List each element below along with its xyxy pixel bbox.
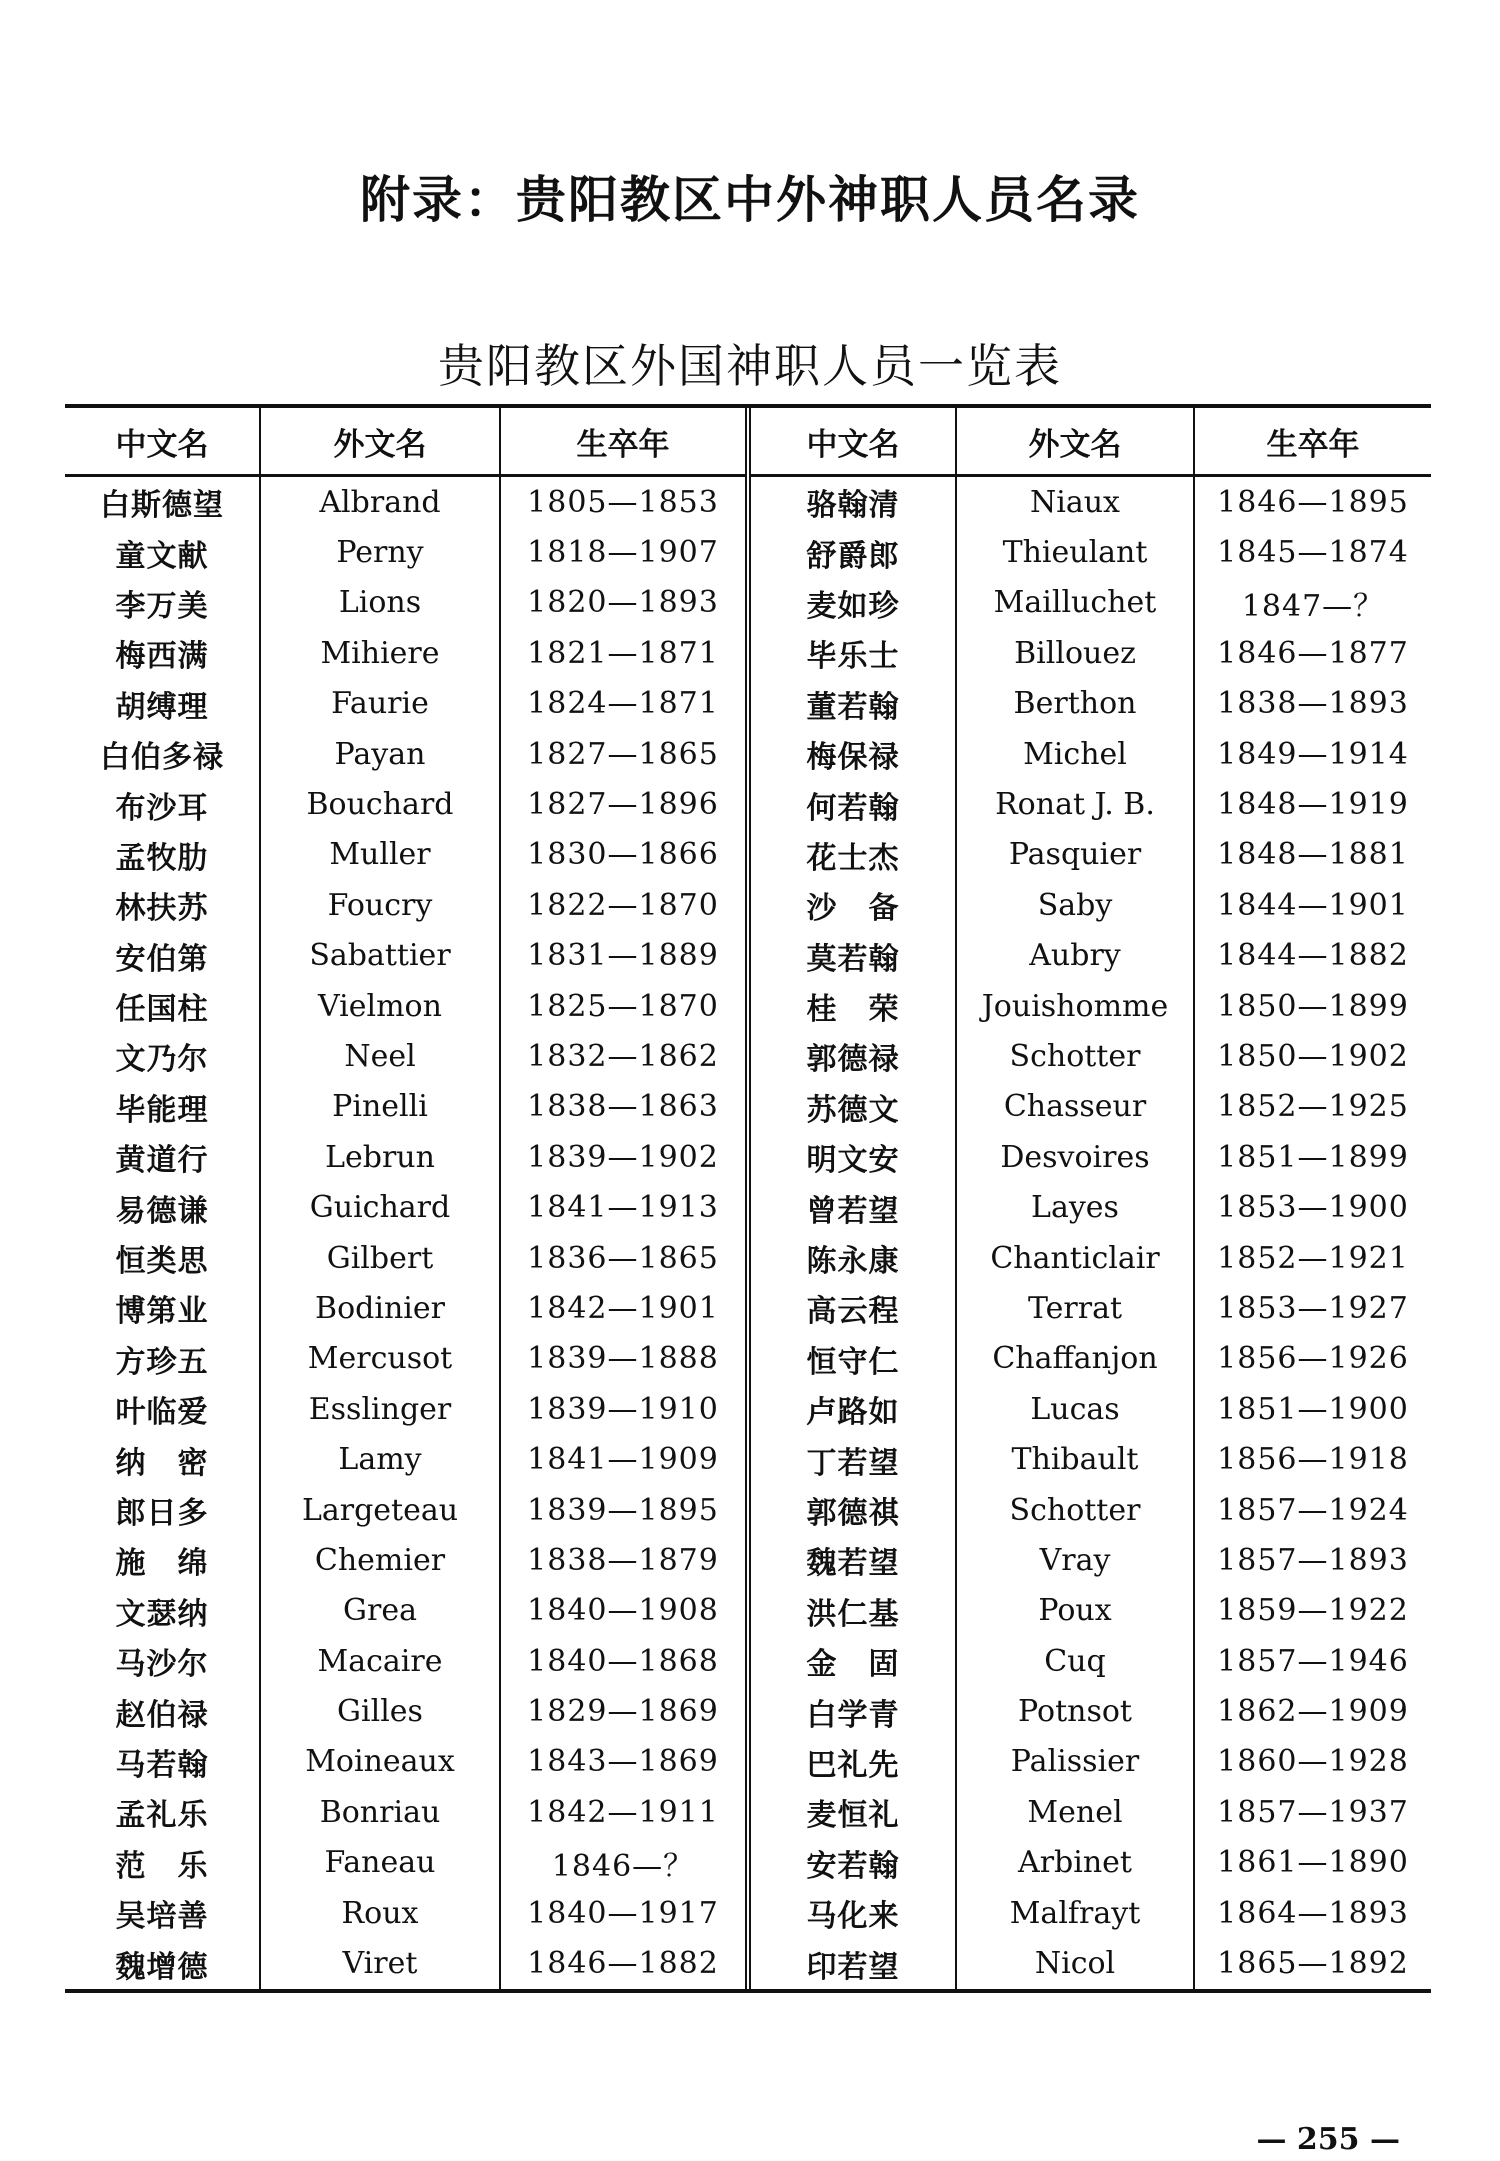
foreign-name-cell: Ronat J. B. [956, 779, 1194, 829]
life-years-cell: 1846—1895 [1217, 484, 1409, 520]
foreign-name-cell: Lucas [956, 1384, 1194, 1434]
table-row [65, 1384, 1431, 1434]
table-row [65, 1233, 1431, 1283]
table-row [65, 679, 1431, 729]
table-row [65, 830, 1431, 880]
life-years-cell: 1851—1899 [1217, 1139, 1409, 1175]
life-years-cell: 1840—1908 [500, 1586, 748, 1636]
column-header: 中文名 [65, 408, 260, 476]
chinese-name-cell: 范 乐 [65, 1838, 260, 1888]
chinese-name-cell: 卢路如 [748, 1384, 956, 1434]
life-years-cell: 1851—1900 [1217, 1391, 1409, 1427]
table-row [65, 1737, 1431, 1787]
foreign-name-cell: Nicol [956, 1938, 1194, 1988]
page-title: 附录：贵阳教区中外神职人员名录 [360, 171, 1140, 229]
life-years-cell: 1856—1926 [1217, 1341, 1409, 1377]
column-header: 中文名 [748, 408, 956, 476]
chinese-name-cell: 纳 密 [65, 1434, 260, 1484]
life-years-cell: 1836—1865 [500, 1233, 748, 1283]
life-years-cell: 1838—1879 [500, 1535, 748, 1585]
chinese-name-cell: 花士杰 [748, 830, 956, 880]
chinese-name-cell: 博第业 [65, 1283, 260, 1333]
life-years-cell: 1848—1881 [1217, 837, 1409, 873]
table-row [65, 880, 1431, 930]
foreign-name-cell: Terrat [956, 1283, 1194, 1333]
foreign-name-cell: Albrand [260, 476, 500, 528]
chinese-name-cell: 麦如珍 [748, 578, 956, 628]
life-years-cell: 1824—1871 [500, 679, 748, 729]
foreign-name-cell: Poux [956, 1586, 1194, 1636]
foreign-name-cell: Mihiere [260, 628, 500, 678]
clergy-table-container [65, 404, 1431, 1993]
chinese-name-cell: 任国柱 [65, 981, 260, 1031]
life-years-cell: 1838—1893 [1217, 686, 1409, 722]
foreign-name-cell: Cuq [956, 1636, 1194, 1686]
chinese-name-cell: 方珍五 [65, 1334, 260, 1384]
page-number: — 255 — [1256, 2122, 1400, 2157]
life-years-cell: 1842—1901 [500, 1283, 748, 1333]
table-row [65, 1586, 1431, 1636]
life-years-cell: 1852—1921 [1217, 1240, 1409, 1276]
foreign-name-cell: Viret [260, 1938, 500, 1988]
life-years-cell: 1829—1869 [500, 1686, 748, 1736]
life-years-cell: 1856—1918 [1217, 1442, 1409, 1478]
foreign-name-cell: Layes [956, 1182, 1194, 1232]
foreign-name-cell: Lions [260, 578, 500, 628]
table-row [65, 729, 1431, 779]
foreign-name-cell: Macaire [260, 1636, 500, 1686]
life-years-cell: 1864—1893 [1217, 1895, 1409, 1931]
life-years-cell: 1861—1890 [1217, 1845, 1409, 1881]
life-years-cell: 1857—1924 [1217, 1492, 1409, 1528]
foreign-name-cell: Chaffanjon [956, 1334, 1194, 1384]
chinese-name-cell: 郭德祺 [748, 1485, 956, 1535]
life-years-cell: 1827—1865 [500, 729, 748, 779]
life-years-cell: 1825—1870 [500, 981, 748, 1031]
life-years-cell: 1818—1907 [500, 527, 748, 577]
chinese-name-cell: 马若翰 [65, 1737, 260, 1787]
life-years-cell: 1841—1909 [500, 1434, 748, 1484]
table-row [65, 981, 1431, 1031]
chinese-name-cell: 印若望 [748, 1938, 956, 1988]
foreign-name-cell: Perny [260, 527, 500, 577]
foreign-name-cell: Potnsot [956, 1686, 1194, 1736]
table-row [65, 1283, 1431, 1333]
life-years-cell: 1846—1882 [500, 1938, 748, 1988]
table-row [65, 628, 1431, 678]
foreign-name-cell: Chasseur [956, 1082, 1194, 1132]
column-header: 生卒年 [1194, 408, 1431, 476]
foreign-name-cell: Foucry [260, 880, 500, 930]
chinese-name-cell: 郭德禄 [748, 1031, 956, 1081]
foreign-name-cell: Lamy [260, 1434, 500, 1484]
life-years-cell: 1850—1902 [1217, 1038, 1409, 1074]
life-years-cell: 1839—1895 [500, 1485, 748, 1535]
chinese-name-cell: 安若翰 [748, 1838, 956, 1888]
chinese-name-cell: 白伯多禄 [65, 729, 260, 779]
foreign-name-cell: Roux [260, 1888, 500, 1938]
foreign-name-cell: Bodinier [260, 1283, 500, 1333]
life-years-cell: 1844—1901 [1217, 887, 1409, 923]
foreign-name-cell: Aubry [956, 931, 1194, 981]
foreign-name-cell: Lebrun [260, 1132, 500, 1182]
foreign-name-cell: Sabattier [260, 931, 500, 981]
chinese-name-cell: 丁若望 [748, 1434, 956, 1484]
table-body [65, 476, 1431, 1989]
table-row [65, 1838, 1431, 1888]
clergy-table [65, 408, 1431, 1989]
life-years-cell: 1839—1902 [500, 1132, 748, 1182]
chinese-name-cell: 梅西满 [65, 628, 260, 678]
chinese-name-cell: 马沙尔 [65, 1636, 260, 1686]
foreign-name-cell: Muller [260, 830, 500, 880]
table-row [65, 1182, 1431, 1232]
table-row [65, 1334, 1431, 1384]
life-years-cell: 1849—1914 [1217, 736, 1409, 772]
life-years-cell: 1841—1913 [500, 1182, 748, 1232]
life-years-cell: 1846—？ [500, 1838, 748, 1888]
foreign-name-cell: Schotter [956, 1031, 1194, 1081]
chinese-name-cell: 恒类思 [65, 1233, 260, 1283]
life-years-cell: 1830—1866 [500, 830, 748, 880]
life-years-cell: 1853—1927 [1217, 1290, 1409, 1326]
chinese-name-cell: 陈永康 [748, 1233, 956, 1283]
chinese-name-cell: 明文安 [748, 1132, 956, 1182]
foreign-name-cell: Neel [260, 1031, 500, 1081]
life-years-cell: 1821—1871 [500, 628, 748, 678]
foreign-name-cell: Mercusot [260, 1334, 500, 1384]
chinese-name-cell: 童文献 [65, 527, 260, 577]
life-years-cell: 1865—1892 [1217, 1946, 1409, 1982]
life-years-cell: 1842—1911 [500, 1787, 748, 1837]
chinese-name-cell: 洪仁基 [748, 1586, 956, 1636]
life-years-cell: 1857—1937 [1217, 1794, 1409, 1830]
table-row [65, 779, 1431, 829]
table-row [65, 476, 1431, 528]
foreign-name-cell: Vray [956, 1535, 1194, 1585]
life-years-cell: 1840—1917 [500, 1888, 748, 1938]
life-years-cell: 1846—1877 [1217, 635, 1409, 671]
chinese-name-cell: 麦恒礼 [748, 1787, 956, 1837]
life-years-cell: 1862—1909 [1217, 1694, 1409, 1730]
foreign-name-cell: Berthon [956, 679, 1194, 729]
life-years-cell: 1822—1870 [500, 880, 748, 930]
foreign-name-cell: Payan [260, 729, 500, 779]
table-row [65, 1636, 1431, 1686]
chinese-name-cell: 毕乐士 [748, 628, 956, 678]
chinese-name-cell: 曾若望 [748, 1182, 956, 1232]
chinese-name-cell: 林扶苏 [65, 880, 260, 930]
chinese-name-cell: 文乃尔 [65, 1031, 260, 1081]
foreign-name-cell: Billouez [956, 628, 1194, 678]
foreign-name-cell: Largeteau [260, 1485, 500, 1535]
chinese-name-cell: 郎日多 [65, 1485, 260, 1535]
chinese-name-cell: 骆翰清 [748, 476, 956, 528]
life-years-cell: 1848—1919 [1217, 787, 1409, 823]
chinese-name-cell: 胡缚理 [65, 679, 260, 729]
chinese-name-cell: 施 绵 [65, 1535, 260, 1585]
foreign-name-cell: Esslinger [260, 1384, 500, 1434]
foreign-name-cell: Thieulant [956, 527, 1194, 577]
chinese-name-cell: 苏德文 [748, 1082, 956, 1132]
foreign-name-cell: Bonriau [260, 1787, 500, 1837]
life-years-cell: 1831—1889 [500, 931, 748, 981]
chinese-name-cell: 布沙耳 [65, 779, 260, 829]
life-years-cell: 1857—1893 [1217, 1542, 1409, 1578]
life-years-cell: 1850—1899 [1217, 988, 1409, 1024]
foreign-name-cell: Schotter [956, 1485, 1194, 1535]
foreign-name-cell: Michel [956, 729, 1194, 779]
foreign-name-cell: Guichard [260, 1182, 500, 1232]
life-years-cell: 1827—1896 [500, 779, 748, 829]
life-years-cell: 1839—1910 [500, 1384, 748, 1434]
chinese-name-cell: 李万美 [65, 578, 260, 628]
column-header: 生卒年 [500, 408, 748, 476]
foreign-name-cell: Menel [956, 1787, 1194, 1837]
foreign-name-cell: Chanticlair [956, 1233, 1194, 1283]
foreign-name-cell: Bouchard [260, 779, 500, 829]
foreign-name-cell: Palissier [956, 1737, 1194, 1787]
chinese-name-cell: 桂 荣 [748, 981, 956, 1031]
foreign-name-cell: Gilles [260, 1686, 500, 1736]
chinese-name-cell: 毕能理 [65, 1082, 260, 1132]
chinese-name-cell: 孟牧肋 [65, 830, 260, 880]
foreign-name-cell: Faneau [260, 1838, 500, 1888]
foreign-name-cell: Malfrayt [956, 1888, 1194, 1938]
foreign-name-cell: Pinelli [260, 1082, 500, 1132]
chinese-name-cell: 马化来 [748, 1888, 956, 1938]
column-header: 外文名 [956, 408, 1194, 476]
foreign-name-cell: Vielmon [260, 981, 500, 1031]
chinese-name-cell: 叶临爱 [65, 1384, 260, 1434]
table-row [65, 1686, 1431, 1736]
foreign-name-cell: Jouishomme [956, 981, 1194, 1031]
foreign-name-cell: Thibault [956, 1434, 1194, 1484]
chinese-name-cell: 魏增德 [65, 1938, 260, 1988]
chinese-name-cell: 巴礼先 [748, 1737, 956, 1787]
chinese-name-cell: 赵伯禄 [65, 1686, 260, 1736]
table-row [65, 1888, 1431, 1938]
chinese-name-cell: 魏若望 [748, 1535, 956, 1585]
table-row [65, 1485, 1431, 1535]
foreign-name-cell: Pasquier [956, 830, 1194, 880]
chinese-name-cell: 梅保禄 [748, 729, 956, 779]
life-years-cell: 1832—1862 [500, 1031, 748, 1081]
table-header-row [65, 408, 1431, 476]
table-row [65, 1031, 1431, 1081]
life-years-cell: 1838—1863 [500, 1082, 748, 1132]
life-years-cell: 1839—1888 [500, 1334, 748, 1384]
foreign-name-cell: Faurie [260, 679, 500, 729]
column-header: 外文名 [260, 408, 500, 476]
life-years-cell: 1859—1922 [1217, 1593, 1409, 1629]
table-row [65, 1535, 1431, 1585]
life-years-cell: 1847—？ [1241, 588, 1385, 624]
life-years-cell: 1820—1893 [500, 578, 748, 628]
life-years-cell: 1852—1925 [1217, 1089, 1409, 1125]
chinese-name-cell: 何若翰 [748, 779, 956, 829]
life-years-cell: 1845—1874 [1217, 535, 1409, 571]
table-title: 贵阳教区外国神职人员一览表 [438, 339, 1062, 393]
foreign-name-cell: Mailluchet [956, 578, 1194, 628]
table-row [65, 578, 1431, 628]
life-years-cell: 1857—1946 [1217, 1643, 1409, 1679]
life-years-cell: 1853—1900 [1217, 1190, 1409, 1226]
chinese-name-cell: 高云程 [748, 1283, 956, 1333]
foreign-name-cell: Grea [260, 1586, 500, 1636]
foreign-name-cell: Desvoires [956, 1132, 1194, 1182]
foreign-name-cell: Niaux [956, 476, 1194, 528]
chinese-name-cell: 金 固 [748, 1636, 956, 1686]
life-years-cell: 1805—1853 [500, 476, 748, 528]
foreign-name-cell: Chemier [260, 1535, 500, 1585]
life-years-cell: 1843—1869 [500, 1737, 748, 1787]
chinese-name-cell: 吴培善 [65, 1888, 260, 1938]
chinese-name-cell: 孟礼乐 [65, 1787, 260, 1837]
chinese-name-cell: 莫若翰 [748, 931, 956, 981]
table-row [65, 1434, 1431, 1484]
chinese-name-cell: 文瑟纳 [65, 1586, 260, 1636]
table-row [65, 1787, 1431, 1837]
table-row [65, 931, 1431, 981]
chinese-name-cell: 安伯第 [65, 931, 260, 981]
table-row [65, 527, 1431, 577]
chinese-name-cell: 白斯德望 [65, 476, 260, 528]
table-row [65, 1938, 1431, 1988]
chinese-name-cell: 易德谦 [65, 1182, 260, 1232]
foreign-name-cell: Arbinet [956, 1838, 1194, 1888]
foreign-name-cell: Gilbert [260, 1233, 500, 1283]
life-years-cell: 1844—1882 [1217, 938, 1409, 974]
chinese-name-cell: 黄道行 [65, 1132, 260, 1182]
life-years-cell: 1860—1928 [1217, 1744, 1409, 1780]
life-years-cell: 1840—1868 [500, 1636, 748, 1686]
table-row [65, 1082, 1431, 1132]
chinese-name-cell: 董若翰 [748, 679, 956, 729]
chinese-name-cell: 恒守仁 [748, 1334, 956, 1384]
foreign-name-cell: Saby [956, 880, 1194, 930]
table-row [65, 1132, 1431, 1182]
chinese-name-cell: 白学青 [748, 1686, 956, 1736]
chinese-name-cell: 舒爵郎 [748, 527, 956, 577]
foreign-name-cell: Moineaux [260, 1737, 500, 1787]
chinese-name-cell: 沙 备 [748, 880, 956, 930]
